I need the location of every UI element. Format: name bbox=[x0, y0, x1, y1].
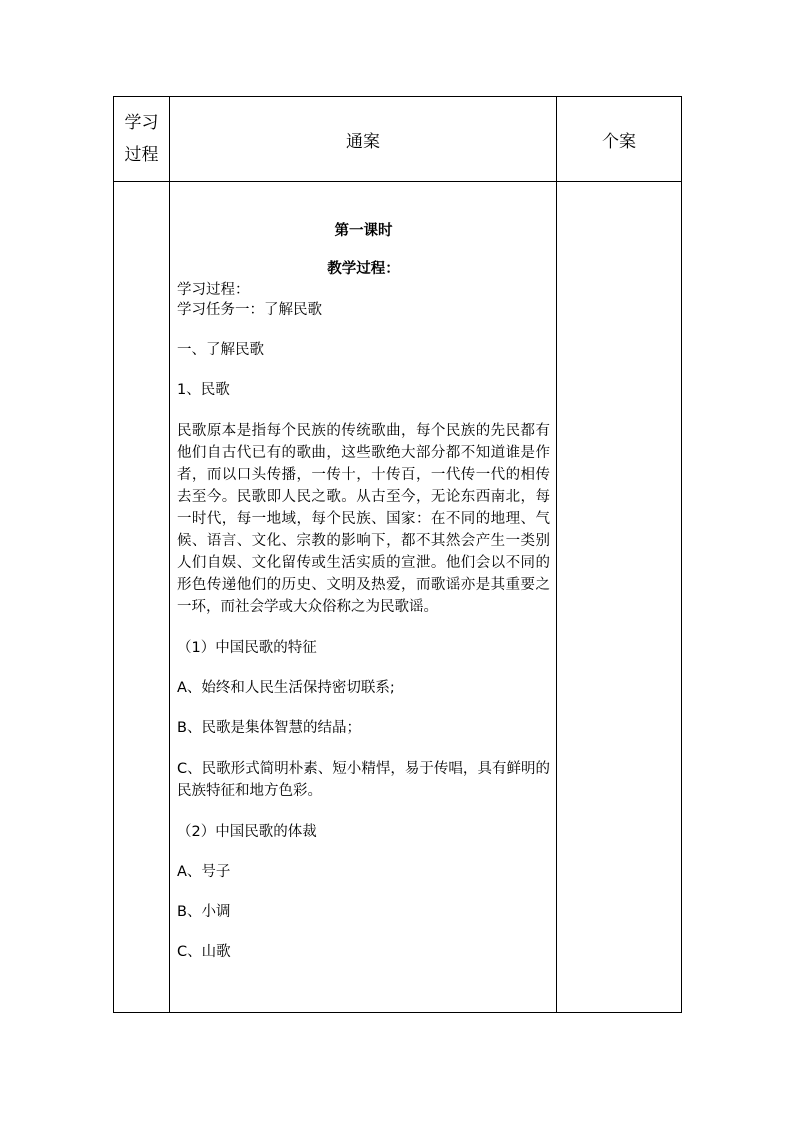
sub-heading-one: 1、民歌 bbox=[177, 382, 230, 398]
header-learning-line2: 过程 bbox=[124, 145, 159, 165]
left-empty-cell bbox=[114, 182, 170, 1013]
header-cell-general-plan: 通案 bbox=[170, 97, 557, 182]
task-one: 学习任务一：了解民歌 bbox=[177, 302, 322, 318]
lesson-plan-table bbox=[113, 96, 682, 1013]
intro-paragraph: 民歌原本是指每个民族的传统歌曲，每个民族的先民都有他们自古代已有的歌曲，这些歌绝大部分都不知道谁是作者，而以口头传播，一传十，十传百，一代传一代的相传去至今。民歌即人民之歌。从古至今，无论东西南北，每一时代，每一地域，每个民族、国家：在不同的地理、气候、语言、文化、宗教的影响下，都不其然会产生一类别人们自娱、文化留传或生活实质的宣泄。他们会以不同的形色传递他们的历史、文明及热爱，而歌谣亦是其重要之一环，而社会学或大众俗称之为民歌谣。 bbox=[177, 423, 550, 615]
genre-b: B、小调 bbox=[177, 904, 231, 920]
table-body-row bbox=[114, 182, 682, 1013]
section-title: 教学过程： bbox=[327, 261, 400, 277]
right-empty-cell bbox=[557, 182, 682, 1013]
main-content-cell bbox=[170, 182, 557, 1013]
process-label: 学习过程： bbox=[177, 282, 250, 298]
content-area bbox=[170, 182, 556, 962]
heading-one: 一、了解民歌 bbox=[177, 342, 264, 358]
feature-b: B、民歌是集体智慧的结晶； bbox=[177, 720, 361, 736]
genres-heading: （2）中国民歌的体裁 bbox=[177, 824, 317, 840]
genre-c: C、山歌 bbox=[177, 944, 231, 960]
features-heading: （1）中国民歌的特征 bbox=[177, 640, 317, 656]
header-cell-individual-plan: 个案 bbox=[557, 97, 682, 182]
genre-a: A、号子 bbox=[177, 864, 231, 880]
feature-a: A、始终和人民生活保持密切联系; bbox=[177, 680, 395, 696]
table-header-row bbox=[114, 97, 682, 182]
header-learning-line1: 学习 bbox=[124, 113, 159, 133]
feature-c: C、民歌形式简明朴素、短小精悍，易于传唱，具有鲜明的民族特征和地方色彩。 bbox=[177, 761, 550, 799]
lesson-title: 第一课时 bbox=[334, 223, 393, 239]
header-cell-learning-process bbox=[114, 97, 170, 182]
